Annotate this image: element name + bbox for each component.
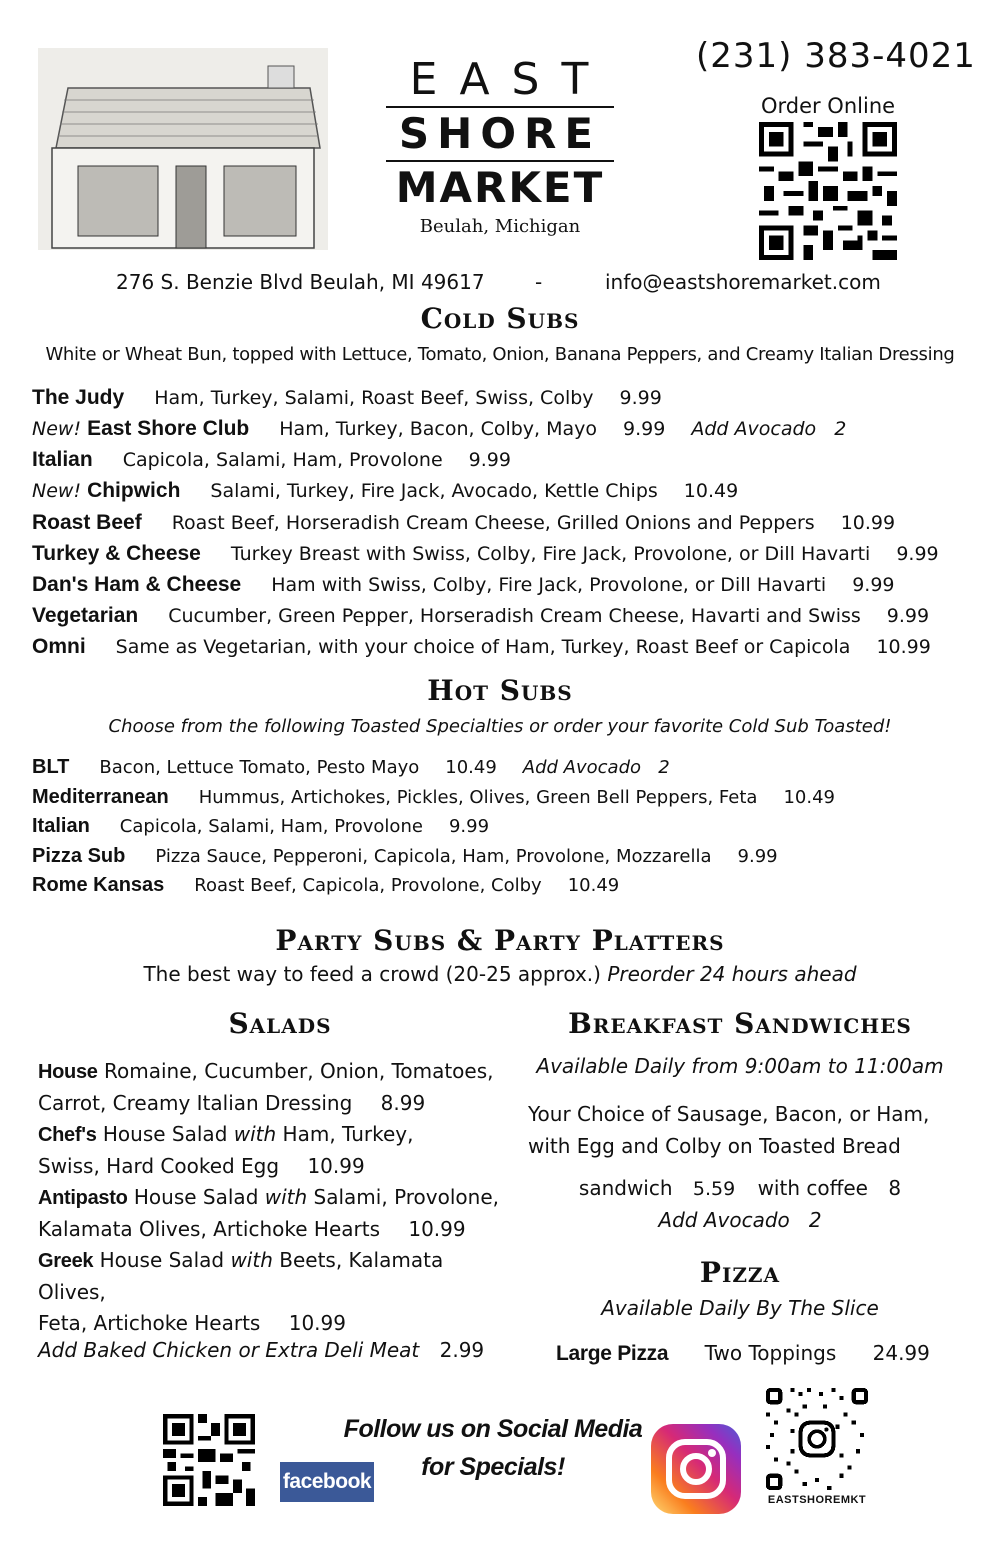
item-name: Italian [32,448,93,471]
list-item [32,542,965,566]
item-desc: Cucumber, Green Pepper, Horseradish Cream Cheese, Havarti and Swiss [168,605,861,627]
item-name: East Shore Club [87,417,250,440]
breakfast-desc-line2: with Egg and Colby on Toasted Bread [528,1134,901,1158]
list-item [32,786,861,809]
item-price: 9.99 [896,543,939,565]
item-price: 24.99 [872,1341,930,1365]
salads-title: Salads [228,1007,332,1040]
item-name: Greek [38,1250,94,1272]
item-name: Vegetarian [32,604,139,627]
item-desc: Capicola, Salami, Ham, Provolone [119,816,423,837]
list-item [32,573,921,597]
item-name: Rome Kansas [32,874,165,896]
item-desc: Roast Beef, Horseradish Cream Cheese, Grilled Onions and Peppers [171,512,815,534]
item-price: 8.99 [380,1091,426,1115]
salad-addon [38,1338,484,1362]
list-item [32,479,764,503]
item-with: with [233,1122,277,1146]
follow-line2: for Specials! [421,1453,565,1481]
item-desc: Two Toppings [704,1341,837,1365]
item-price: 10.99 [840,512,896,534]
breakfast-avocado: Add Avocado 2 [658,1208,822,1232]
instagram-handle: EASTSHOREMKT [767,1494,867,1506]
item-price: 10.49 [567,875,620,896]
party-subtitle [0,962,1000,986]
item-name: Chef's [38,1124,97,1146]
item-name: Mediterranean [32,786,169,808]
item-name: House [38,1061,98,1083]
item-addon: Add Avocado 2 [522,757,670,778]
breakfast-availability: Available Daily from 9:00am to 11:00am [536,1054,944,1078]
item-price: 9.99 [886,605,930,627]
item-base: House Salad [102,1122,228,1146]
item-base: House Salad [99,1248,225,1272]
list-item [38,1056,508,1119]
item-desc: Hummus, Artichokes, Pickles, Olives, Green Bell Peppers, Feta [198,787,758,808]
item-price: 10.99 [307,1154,365,1178]
item-base: House Salad [133,1185,259,1209]
item-price: 10.49 [783,787,835,808]
list-item [32,756,696,779]
new-badge: New! [32,480,82,502]
item-price: 9.99 [448,816,490,837]
list-item [32,635,957,659]
item-price: 10.49 [445,757,497,778]
phone-number[interactable]: (231) 383-4021 [696,36,976,76]
item-desc: Ham, Turkey, Bacon, Colby, Mayo [279,418,598,440]
item-desc: Capicola, Salami, Ham, Provolone [122,449,443,471]
item-name: Dan's Ham & Cheese [32,573,242,596]
storefront-sketch [38,48,328,250]
item-desc: Romaine, Cucumber, Onion, Tomatoes, [103,1059,494,1083]
item-price: 10.99 [876,636,931,658]
order-online-qr-icon[interactable] [758,122,898,260]
sandwich-label: sandwich [578,1176,673,1200]
item-desc: Same as Vegetarian, with your choice of Ham, Turkey, Roast Beef or Capicola [115,636,851,658]
pizza-availability: Available Daily By The Slice [601,1296,879,1320]
party-title: Party Subs & Party Platters [275,924,725,957]
item-price: 9.99 [468,449,511,471]
logo-line3: MARKET [395,163,605,212]
item-desc: Bacon, Lettuce Tomato, Pesto Mayo [99,757,420,778]
facebook-qr-icon[interactable] [162,1414,256,1506]
item-name: Antipasto [38,1187,128,1209]
item-with: with [264,1185,308,1209]
sandwich-price: 5.59 [692,1178,736,1200]
coffee-label: with coffee [757,1176,868,1200]
item-price: 9.99 [619,387,662,409]
item-desc: Feta, Artichoke Hearts [38,1311,261,1335]
item-desc: Carrot, Creamy Italian Dressing [38,1091,353,1115]
item-with: with [230,1248,273,1272]
list-item [38,1245,508,1339]
salads-list [38,1056,508,1339]
item-price: 10.49 [683,480,739,502]
instagram-qr-icon[interactable] [766,1388,868,1490]
item-name: Italian [32,815,90,837]
item-desc: Kalamata Olives, Artichoke Hearts [38,1217,380,1241]
logo [380,54,620,237]
list-item [32,874,645,897]
item-desc: Ham with Swiss, Colby, Fire Jack, Provolone, or Dill Havarti [271,574,827,596]
item-price: 9.99 [852,574,895,596]
breakfast-prices [520,1176,960,1200]
item-name: Large Pizza [556,1342,669,1365]
breakfast-desc [528,1098,929,1162]
item-desc: Salami, Turkey, Fire Jack, Avocado, Kettle Chips [210,480,658,502]
instagram-icon[interactable] [651,1424,741,1514]
list-item [38,1182,508,1245]
list-item [32,604,955,628]
salad-addon-price: 2.99 [439,1338,485,1362]
item-name: Chipwich [87,479,181,502]
item-desc: Swiss, Hard Cooked Egg [38,1154,280,1178]
breakfast-title: Breakfast Sandwiches [568,1007,912,1040]
hot-subs-title: Hot Subs [427,674,573,707]
coffee-price: 8 [888,1176,902,1200]
breakfast-desc-line1: Your Choice of Sausage, Bacon, or Ham, [528,1102,930,1126]
item-name: Roast Beef [32,511,142,534]
list-item [32,511,921,535]
item-desc: Ham, Turkey, [282,1122,414,1146]
order-online-label: Order Online [760,94,896,118]
party-preorder-note: Preorder 24 hours ahead [607,962,857,986]
item-addon: Add Avocado 2 [691,418,847,440]
pizza-item [556,1341,930,1366]
item-name: Turkey & Cheese [32,542,201,565]
item-desc: Pizza Sauce, Pepperoni, Capicola, Ham, Provolone, Mozzarella [155,846,712,867]
facebook-label: facebook [282,1470,372,1493]
cold-subs-subtitle: White or Wheat Bun, topped with Lettuce, Tomato, Onion, Banana Peppers, and Creamy Italian Dressing [45,344,955,365]
address-separator: - [535,270,543,294]
address-text: 276 S. Benzie Blvd Beulah, MI 49617 [116,270,485,294]
item-price: 9.99 [737,846,778,867]
list-item [32,815,515,838]
new-badge: New! [32,418,82,440]
follow-line1: Follow us on Social Media [343,1415,643,1443]
list-item [32,386,688,410]
item-desc: Ham, Turkey, Salami, Roast Beef, Swiss, Colby [154,387,594,409]
logo-line2: SHORE [398,109,602,158]
salad-addon-text: Add Baked Chicken or Extra Deli Meat [38,1338,420,1362]
item-price: 10.99 [408,1217,466,1241]
item-price: 9.99 [623,418,666,440]
item-desc: Salami, Provolone, [313,1185,499,1209]
party-subtitle-text: The best way to feed a crowd (20-25 approx.) [143,962,601,986]
follow-text [338,1410,648,1486]
item-price: 10.99 [288,1311,346,1335]
email-link[interactable]: info@eastshoremarket.com [605,270,881,294]
item-desc: Roast Beef, Capicola, Provolone, Colby [194,875,542,896]
list-item [32,448,537,472]
item-name: The Judy [32,386,125,409]
item-name: Pizza Sub [32,845,126,867]
list-item [38,1119,508,1182]
item-desc: Beets, Kalamata Olives, [38,1248,444,1304]
item-name: Omni [32,635,86,658]
list-item [32,417,872,441]
item-desc: Turkey Breast with Swiss, Colby, Fire Jack, Provolone, or Dill Havarti [230,543,871,565]
hot-subs-subtitle: Choose from the following Toasted Specialties or order your favorite Cold Sub Toasted! [108,716,892,737]
location-text: Beulah, Michigan [419,216,581,237]
logo-line1: EAST [409,54,611,105]
item-name: BLT [32,756,70,778]
pizza-title: Pizza [699,1256,781,1289]
cold-subs-title: Cold Subs [420,302,580,335]
list-item [32,845,804,868]
